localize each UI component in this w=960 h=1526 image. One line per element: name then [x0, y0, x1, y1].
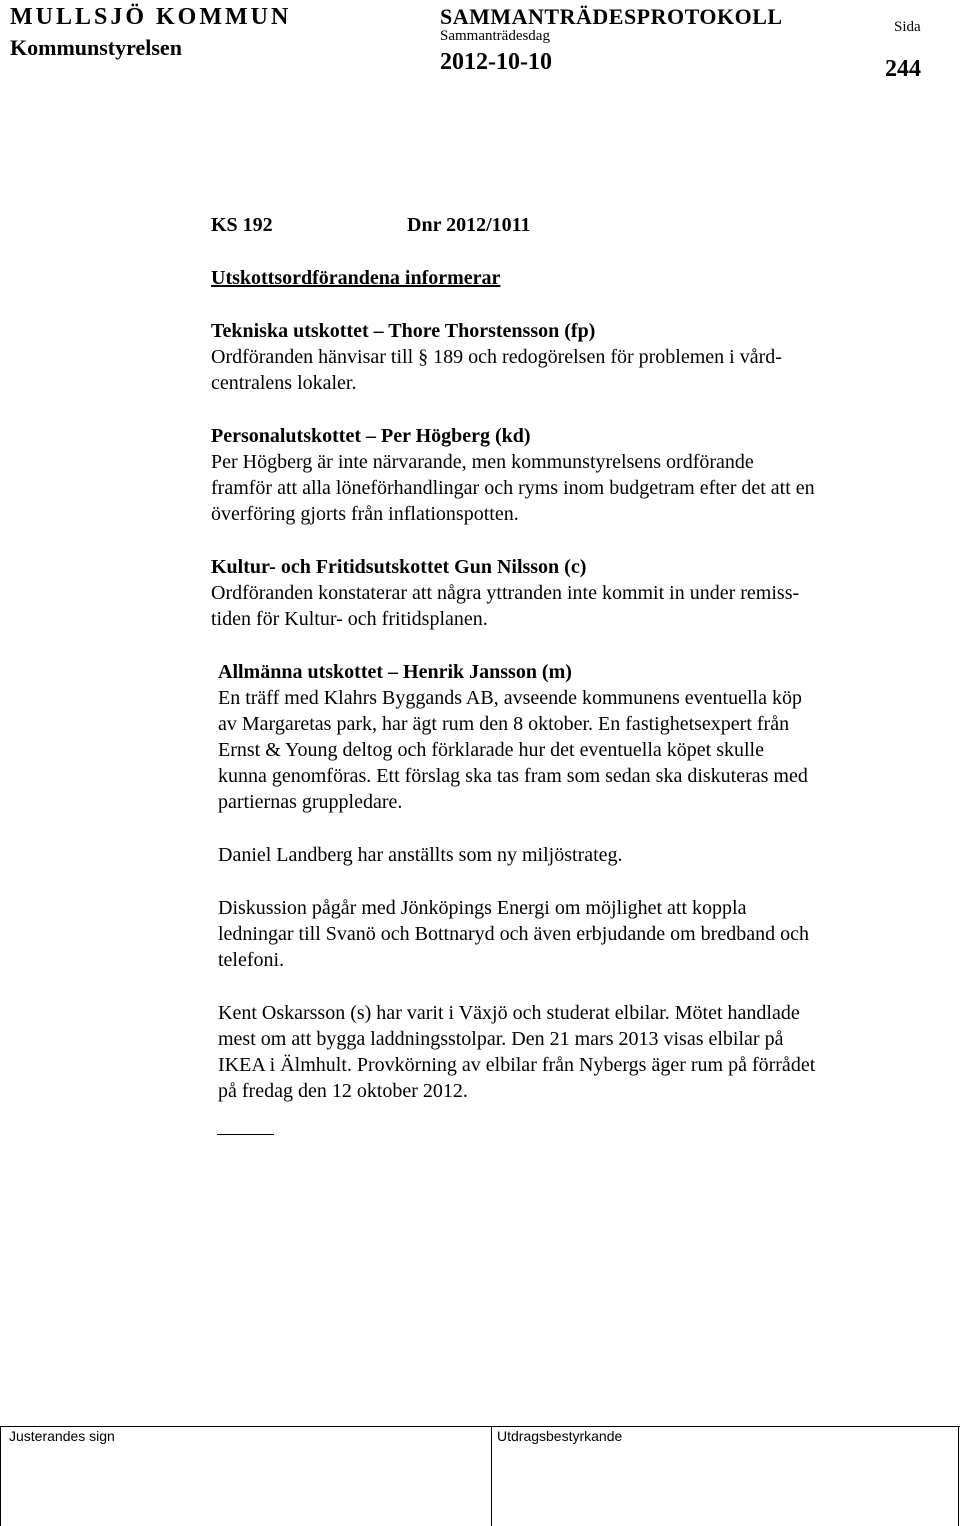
section-text-line: Ordföranden konstaterar att några yttranden inte kommit in under remiss- [211, 582, 800, 604]
section-text-line: framför att alla löneförhandlingar och ryms inom budgetram efter det att en [211, 477, 815, 499]
section-text-line: kunna genomföras. Ett förslag ska tas fram som sedan ska diskuteras med [218, 765, 808, 787]
section-energi [211, 895, 911, 973]
meeting-date-label: Sammanträdesdag [440, 28, 550, 44]
section-text-line: ledningar till Svanö och Bottnaryd och även erbjudande om bredband och [218, 923, 809, 945]
section-heading: Kultur- och Fritidsutskottet Gun Nilsson (c) [211, 556, 587, 578]
section-text-line: Daniel Landberg har anställts som ny miljöstrateg. [218, 844, 623, 866]
meeting-date: 2012-10-10 [440, 49, 552, 75]
footer [0, 1420, 960, 1526]
section-text-line: En träff med Klahrs Byggands AB, avseende kommunens eventuella köp [218, 687, 802, 709]
item-reference [211, 212, 911, 238]
end-rule [217, 1134, 274, 1135]
municipality-name: MULLSJÖ KOMMUN [10, 4, 292, 30]
footer-rule [0, 1426, 960, 1427]
section-text-line: Diskussion pågår med Jönköpings Energi om möjlighet att koppla [218, 897, 747, 919]
section-text-line: mest om att bygga laddningsstolpar. Den 21 mars 2013 visas elbilar på [218, 1028, 784, 1050]
ks-number: KS 192 [211, 214, 273, 236]
section-landberg [211, 842, 911, 868]
section-text-line: överföring gjorts från inflationspotten. [211, 503, 519, 525]
footer-divider [491, 1426, 492, 1526]
page-number: 244 [885, 56, 921, 82]
section-text-line: Kent Oskarsson (s) har varit i Växjö och studerat elbilar. Mötet handlade [218, 1002, 800, 1024]
section-heading: Tekniska utskottet – Thore Thorstensson (fp) [211, 320, 596, 342]
section-text-line: centralens lokaler. [211, 372, 357, 394]
section-heading: Personalutskottet – Per Högberg (kd) [211, 425, 531, 447]
protocol-title: SAMMANTRÄDESPROTOKOLL [440, 4, 783, 29]
document-body [211, 212, 911, 1104]
section-tekniska [211, 318, 911, 396]
footer-divider [958, 1426, 959, 1526]
section-text-line: Per Högberg är inte närvarande, men kommunstyrelsens ordförande [211, 451, 754, 473]
section-text-line: på fredag den 12 oktober 2012. [218, 1080, 468, 1102]
section-text-line: Ernst & Young deltog och förklarade hur det eventuella köpet skulle [218, 739, 764, 761]
dnr-number: Dnr 2012/1011 [407, 214, 531, 236]
section-kultur [211, 554, 911, 632]
section-text-line: telefoni. [218, 949, 285, 971]
signature-field-label: Justerandes sign [9, 1428, 115, 1444]
section-text-line: tiden för Kultur- och fritidsplanen. [211, 608, 488, 630]
section-personal [211, 423, 911, 527]
certification-field-label: Utdragsbestyrkande [497, 1428, 623, 1444]
section-elbilar [211, 1000, 911, 1104]
section-allmanna [211, 659, 911, 815]
section-text-line: Ordföranden hänvisar till § 189 och redogörelsen för problemen i vård- [211, 346, 782, 368]
section-heading: Allmänna utskottet – Henrik Jansson (m) [218, 661, 572, 683]
committee-name: Kommunstyrelsen [10, 35, 182, 60]
section-text-line: av Margaretas park, har ägt rum den 8 oktober. En fastighetsexpert från [218, 713, 790, 735]
section-text-line: partiernas gruppledare. [218, 791, 403, 813]
section-text-line: IKEA i Älmhult. Provkörning av elbilar från Nybergs äger rum på förrådet [218, 1054, 816, 1076]
page-label: Sida [894, 19, 921, 35]
item-title: Utskottsordförandena informerar [211, 267, 501, 289]
footer-divider [0, 1426, 1, 1526]
